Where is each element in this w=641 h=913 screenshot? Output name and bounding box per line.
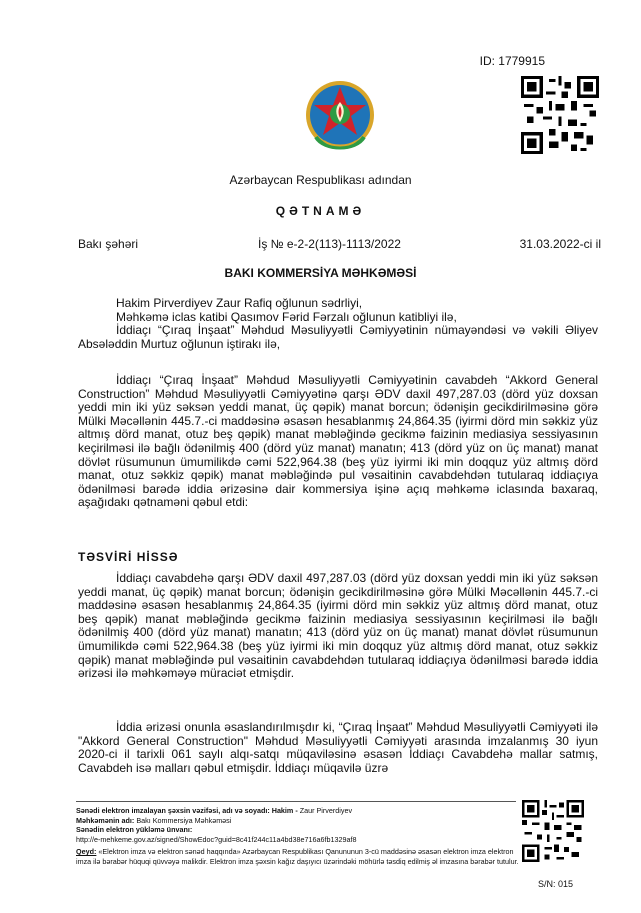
paragraph-claim: İddiaçı “Çıraq İnşaat” Məhdud Məsuliyyətli Cəmiyyətinin cavabdeh “Akkord General Construction” Məhdud Məsuliyyətli Cəmiyyətinə qarşı ƏDV daxil 497,287.03 (dörd yüz doxsan yeddi min iki yüz səksən yeddi manat, üç qəpik) manat borcun; ödənişin gecikdirilməsinə görə Mülki Məcəllənin 445.7.-ci maddəsinə əsasən hesablanmış 24,864.35 (iyirmi dörd min səkkiz yüz altmış dörd manat, otuz beş qəpik) manat məbləğində gecikmə faizinin mediasiya sessiyasının keçirilməsi ilə bağlı ödənilmiş 400 (dörd yüz manat) manatın; 413 (dörd yüz on üç manat) manat dövlət rüsumunun ümumilikdə cəmi 522,964.38 (beş yüz iyirmi iki min doqquz yüz altmış dörd manat, otuz səkkiz qəpik) manat məbləğində pul vəsaitinin cavabdehdən tutularaq iddiaçıya ödənilməsi barədə iddia ərizəsinə dair kommersiya işinə açıq məhkəmə iclasında baxaraq, aşağıdakı qətnaməni qəbul etdi: bbox=[78, 373, 598, 510]
paragraph-grounds: İddia ərizəsi onunla əsaslandırılmışdır ki, “Çıraq İnşaat” Məhdud Məsuliyyətli Cəmiyyəti ilə "Akkord General Construction" Məhdud Məsuliyyətli Cəmiyyəti arasında imzalanmış 30 iyun 2020-ci il tarixli 061 saylı alqı-satqı müqaviləsinə əsasən İddiaçı Cavabdehə mallar satmış, Cavabdeh isə malları qəbul etmişdir. İddiaçı müqavilə üzrə bbox=[78, 720, 598, 775]
decision-date: 31.03.2022-ci il bbox=[519, 237, 601, 251]
intro-secretary: Məhkəmə iclas katibi Qasımov Fərid Fərzalı oğlunun katibliyi ilə, bbox=[116, 309, 457, 324]
intro-judge: Hakim Pirverdiyev Zaur Rafiq oğlunun sədrliyi, bbox=[116, 296, 363, 310]
address-link[interactable]: http://e-mehkeme.gov.az/signed/ShowEdoc?guid=8c41f244c11a4bd38e716a6fb1329af8 bbox=[76, 834, 357, 844]
document-id: ID: 1779915 bbox=[479, 54, 545, 68]
note-label: Qeyd: bbox=[76, 847, 97, 857]
city: Bakı şəhəri bbox=[78, 237, 139, 251]
state-emblem-icon bbox=[302, 77, 378, 155]
address-label: Sənədin elektron yükləmə ünvanı: bbox=[76, 825, 193, 835]
court-value: Bakı Kommersiya Məhkəməsi bbox=[136, 815, 232, 825]
court-name: BAKI KOMMERSİYA MƏHKƏMƏSİ bbox=[224, 266, 417, 280]
case-number: İş № e-2-2(113)-1113/2022 bbox=[258, 237, 401, 251]
intro-participants: İddiaçı “Çıraq İnşaat” Məhdud Məsuliyyətli Cəmiyyətinin nümayəndəsi və vəkili Əliyev Absələddin Murtuz oğlunun iştirakı ilə, bbox=[78, 323, 598, 351]
signer-value: Zaur Pirverdiyev bbox=[299, 806, 353, 815]
serial-number: S/N: 015 bbox=[538, 879, 574, 889]
intro-block bbox=[78, 297, 598, 351]
footer-divider bbox=[76, 801, 516, 802]
document-title: QƏTNAMƏ bbox=[275, 204, 366, 218]
qr-code-icon bbox=[521, 76, 599, 154]
note-text: «Elektron imza və elektron sənəd haqqında» Azərbaycan Respublikası Qanununun 3-cü maddəsinə əsasən elektron imza elektron imza ilə bərabər hüquqi qüvvəyə malikdir. Elektron imza şəxsin kağız daşıyıcı üzərindəki möhürlə təsdiq edilmiş əl imzasına bərabər tutulur. bbox=[76, 847, 519, 866]
paragraph-description: İddiaçı cavabdehə qarşı ƏDV daxil 497,287.03 (dörd yüz doxsan yeddi min iki yüz səksən yeddi manat, üç qəpik) manat borcun; ödənişin gecikdirilməsinə görə Mülki Məcəllənin 445.7.-ci maddəsinə əsasən hesablanmış 24,864.35 (iyirmi dörd min səkkiz yüz altmış dörd manat, otuz beş qəpik) manat məbləğində gecikmə faizinin mediasiya sessiyasının keçirilməsi ilə bağlı ödənilmiş 400 (dörd yüz manat) manatın; 413 (dörd yüz on üç manat) manat dövlət rüsumunun ümumilikdə cəmi 522,964.38 (beş yüz iyirmi iki min doqquz yüz altmış dörd manat, otuz səkkiz qəpik) manat məbləğində pul vəsaitinin cavabdehdən tutularaq iddiaçıya ödənilməsi barədə iddia ərizəsi ilə məhkəməyə müraciət etmişdir. bbox=[78, 571, 598, 681]
court-label: Məhkəmənin adı: bbox=[76, 815, 137, 825]
section-heading: TƏSVİRİ HİSSƏ bbox=[78, 550, 179, 564]
republic-header: Azərbaycan Respublikası adından bbox=[229, 173, 412, 187]
signature-footer bbox=[76, 806, 526, 867]
signer-label: Sənədi elektron imzalayan şəxsin vəzifəsi, adı və soyadı: Hakim - bbox=[76, 806, 300, 815]
signature-qr-code-icon bbox=[522, 800, 584, 862]
